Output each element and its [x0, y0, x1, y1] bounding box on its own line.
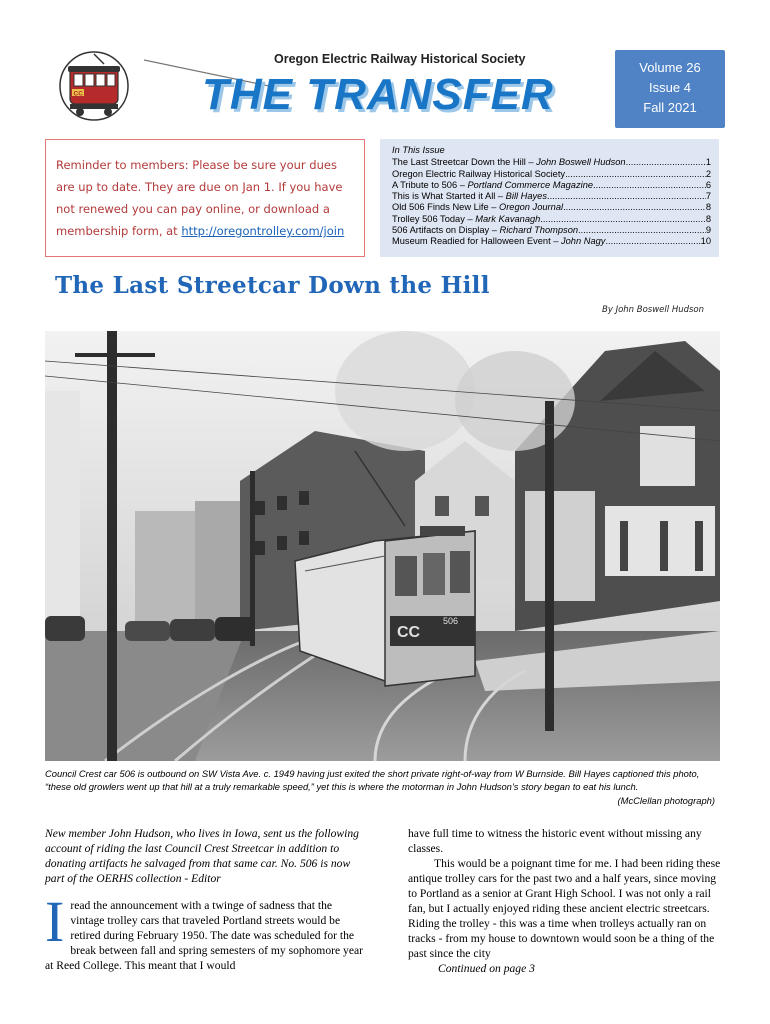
article-column-right — [408, 826, 728, 976]
editor-intro: New member John Hudson, who lives in Iowa, sent us the following account of riding the last Council Crest Streetcar in addition to donating artifacts he salvaged from that same car. No. 506 is now part of the OERHS collection - Editor — [45, 827, 359, 885]
article-paragraph: have full time to witness the historic event without missing any classes. — [408, 827, 702, 855]
article-headline: The Last Streetcar Down the Hill — [55, 272, 490, 299]
volume-box — [615, 50, 725, 128]
reminder-text — [56, 154, 354, 242]
membership-link[interactable]: http://oregontrolley.com/join — [181, 224, 345, 238]
in-this-issue-box — [380, 139, 719, 257]
trolley-car-icon — [56, 50, 152, 124]
toc-title: In This Issue — [392, 145, 445, 155]
toc-item-author: Portland Commerce Magazine — [467, 179, 594, 190]
toc-item[interactable] — [392, 157, 711, 168]
toc-item-title: Trolley 506 Today – — [392, 213, 476, 224]
photo-caption: Council Crest car 506 is outbound on SW Vista Ave. c. 1949 having just exited the short private right-of-way from W Burnside. Bill Hayes captioned this photo, “these old growlers went up that hill at a truly remarkable speed,” yet this is where the motorman in John Hudson’s story began to eat his lunch. — [45, 768, 700, 792]
dues-reminder-box — [45, 139, 365, 257]
toc-item[interactable] — [392, 180, 711, 191]
toc-item[interactable] — [392, 214, 711, 225]
toc-item-title: Oregon Electric Railway Historical Society — [392, 168, 566, 179]
toc-item-author: John Nagy — [560, 236, 606, 247]
toc-item[interactable] — [392, 225, 711, 236]
article-byline: By John Boswell Hudson — [602, 305, 705, 315]
toc-item-author: Bill Hayes — [505, 191, 548, 202]
masthead-title: THE TRANSFER — [202, 70, 554, 119]
toc-item-page: 7 — [705, 191, 711, 202]
streetcar-route-label: CC — [397, 624, 421, 641]
toc-item-title: Museum Readied for Halloween Event – — [392, 236, 561, 247]
streetcar-number: 506 — [443, 616, 459, 626]
streetcar-photo — [45, 331, 720, 761]
toc-item-author: Mark Kavanagh — [475, 213, 541, 224]
article-paragraph — [45, 889, 365, 973]
toc-item-page: 8 — [705, 213, 711, 224]
drop-cap: I — [45, 889, 65, 954]
paragraph-text: read the announcement with a twinge of sadness that the vintage trolley cars that traveled Portland streets would be retired during February 1950. The date was scheduled for the break between fall and spring semesters of my sophomore year at Reed College. This meant that I would — [45, 899, 363, 972]
toc-item-page: 8 — [705, 202, 711, 213]
continued-link[interactable]: Continued on page 3 — [438, 962, 535, 975]
toc-item-title: A Tribute to 506 – — [392, 179, 468, 190]
season-label: Fall 2021 — [643, 100, 697, 115]
toc-item-author: Richard Thompson — [499, 225, 579, 236]
toc-item-page: 10 — [700, 236, 711, 247]
article-paragraph: This would be a poignant time for me. I had been riding these antique trolley cars for the past two and a half years, since moving to Portland as a senior at Grant High School. I was not only a rail fan, but I actually enjoyed riding these ancient electric streetcars. Riding the trolley - this was a time when trolleys actually ran on tracks - from my house to downtown would soon be a thing of the past since the city — [408, 857, 721, 960]
toc-item-title: 506 Artifacts on Display – — [392, 225, 500, 236]
reminder-body: Reminder to members: Please be sure your dues are up to date. They are due on Jan 1. If you have not renewed you can pay online, or download a membership form, at — [56, 158, 343, 238]
toc-item[interactable] — [392, 169, 711, 180]
volume-label: Volume 26 — [639, 60, 701, 75]
toc-item-title: The Last Streetcar Down the Hill – — [392, 157, 537, 168]
article-column-left — [45, 826, 365, 973]
society-name: Oregon Electric Railway Historical Society — [274, 52, 526, 66]
toc-item[interactable] — [392, 191, 711, 202]
toc-item-page: 6 — [705, 179, 711, 190]
logo-car-label: CC — [73, 90, 83, 98]
masthead-header — [44, 42, 726, 130]
toc-item-page: 1 — [705, 157, 711, 168]
toc-item-title: This is What Started it All – — [392, 191, 506, 202]
toc-item-author: John Boswell Hudson — [536, 157, 626, 168]
toc-item[interactable] — [392, 236, 711, 247]
toc-item-page: 9 — [705, 225, 711, 236]
toc-item-author: Oregon Journal — [498, 202, 564, 213]
toc-item-page: 2 — [705, 168, 711, 179]
toc-item-title: Old 506 Finds New Life – — [392, 202, 499, 213]
toc-item[interactable] — [392, 202, 711, 213]
issue-label: Issue 4 — [649, 80, 691, 95]
photo-credit: (McClellan photograph) — [617, 795, 715, 806]
